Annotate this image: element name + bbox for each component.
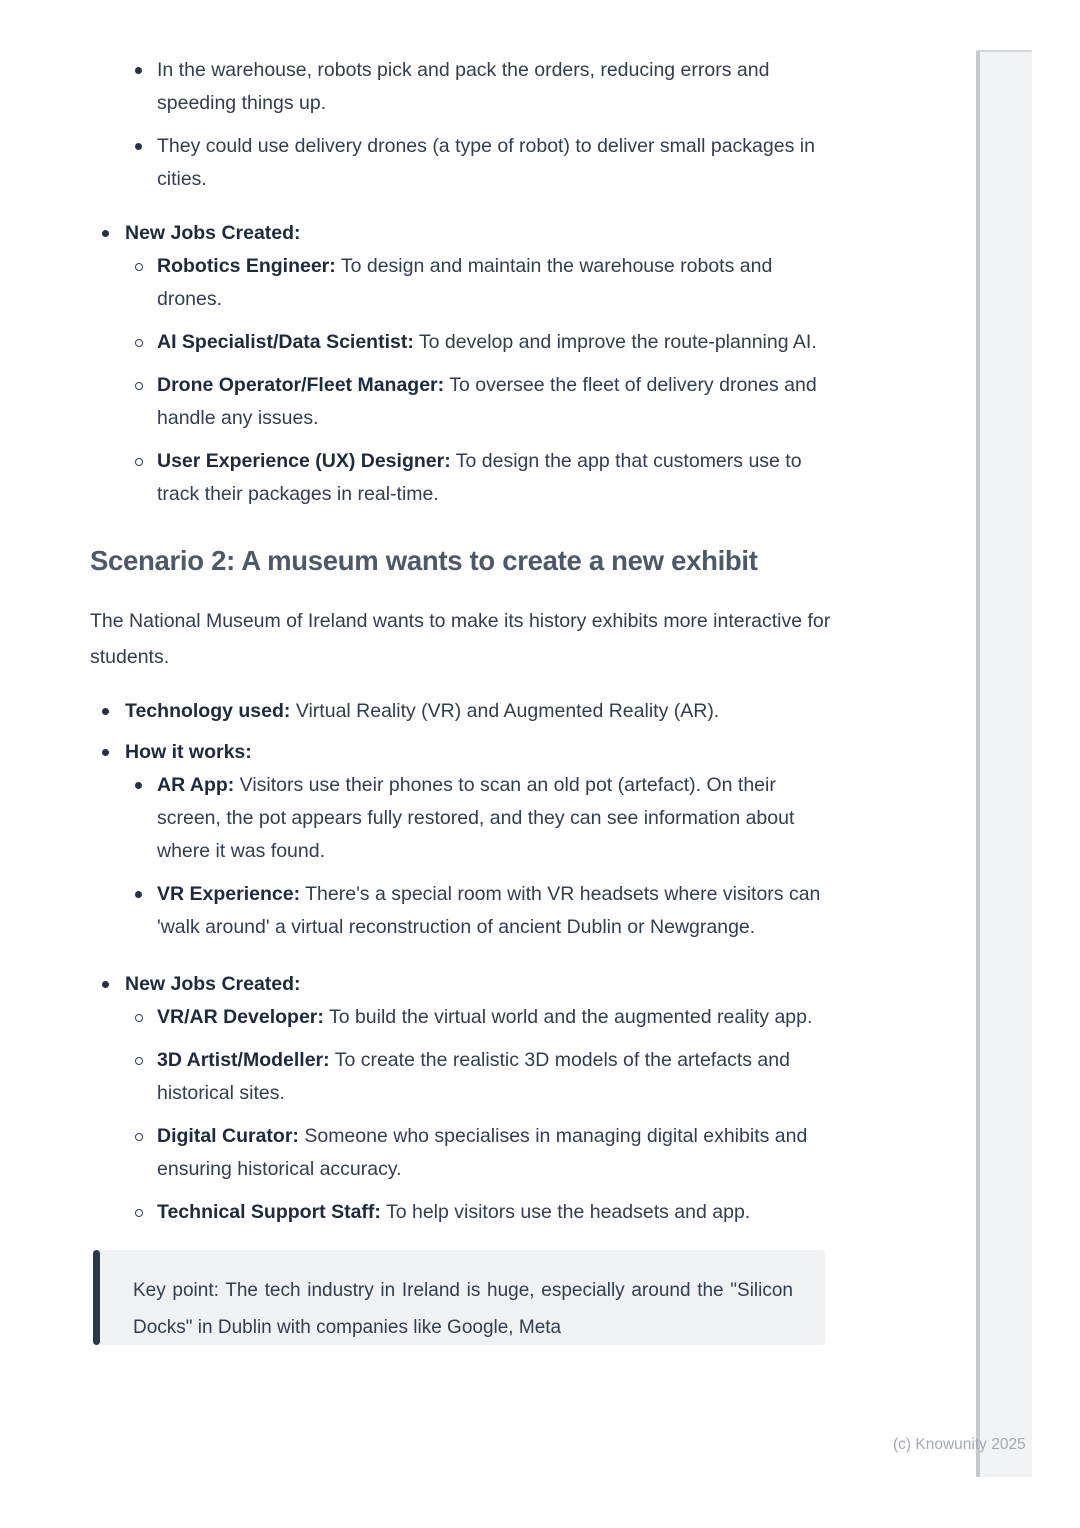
list-item [90,130,835,196]
job-description: Someone who specialises in managing digital exhibits and ensuring historical accuracy. [157,1125,808,1180]
circle-bullet-icon [135,263,143,271]
disc-bullet-icon [102,981,109,988]
job-title: 3D Artist/Modeller: [157,1049,330,1071]
job-title: Robotics Engineer: [157,255,336,277]
disc-bullet-icon [102,230,109,237]
list-item [90,250,835,316]
how-it-works-label: How it works: [125,741,252,763]
circle-bullet-icon [135,1209,143,1217]
circle-bullet-icon [135,382,143,390]
section-label: New Jobs Created: [125,222,301,244]
job-title: Technical Support Staff: [157,1201,381,1223]
disc-bullet-icon [135,782,142,789]
list-item [90,736,835,944]
document-content [90,54,835,1345]
list-item [90,445,835,511]
callout-text: Key point: The tech industry in Ireland is huge, especially around the "Silicon Docks" in Dublin with companies like Google, Meta [100,1250,825,1345]
circle-bullet-icon [135,458,143,466]
item-title: AR App: [157,774,235,796]
job-description: To help visitors use the headsets and app. [380,1201,751,1223]
jobs-section-1 [90,217,835,511]
list-item [90,1001,835,1034]
scenario-2-heading: Scenario 2: A museum wants to create a new exhibit [90,545,758,576]
circle-bullet-icon [135,1014,143,1022]
technology-text: Virtual Reality (VR) and Augmented Reality (AR). [290,700,720,722]
circle-bullet-icon [135,1057,143,1065]
job-title: Digital Curator: [157,1125,299,1147]
list-item-text: They could use delivery drones (a type of robot) to deliver small packages in cities. [157,135,815,190]
disc-bullet-icon [135,891,142,898]
circle-bullet-icon [135,339,143,347]
disc-bullet-icon [135,67,142,74]
item-description: There's a special room with VR headsets where visitors can 'walk around' a virtual reconstruction of ancient Dublin or Newgrange. [157,883,821,938]
list-item [90,217,835,511]
disc-bullet-icon [135,143,142,150]
job-title: AI Specialist/Data Scientist: [157,331,414,353]
circle-bullet-icon [135,1133,143,1141]
list-item [90,1196,835,1229]
list-item [90,1044,835,1110]
intro-bullet-list [90,54,835,196]
jobs-sublist [90,250,835,511]
job-title: Drone Operator/Fleet Manager: [157,374,445,396]
job-description: To oversee the fleet of delivery drones and handle any issues. [157,374,817,429]
list-item [90,326,835,359]
technology-label: Technology used: [125,700,291,722]
job-description: To build the virtual world and the augmented reality app. [323,1006,813,1028]
key-point-callout [93,1250,825,1345]
list-item [90,1120,835,1186]
item-title: VR Experience: [157,883,301,905]
job-title: User Experience (UX) Designer: [157,450,451,472]
list-item [90,54,835,120]
job-description: To design the app that customers use to track their packages in real-time. [157,450,802,505]
watermark-text: (c) Knowunity 2025 [893,1436,1026,1453]
list-item [90,695,835,728]
disc-bullet-icon [102,749,109,756]
scrollbar-track[interactable] [976,50,1032,1477]
jobs-sublist [90,1001,835,1229]
list-item-text: In the warehouse, robots pick and pack the orders, reducing errors and speeding things up. [157,59,770,114]
section-label: New Jobs Created: [125,973,301,995]
job-description: To design and maintain the warehouse robots and drones. [157,255,773,310]
job-title: VR/AR Developer: [157,1006,324,1028]
list-item [90,878,835,944]
list-item [90,769,835,868]
disc-bullet-icon [102,708,109,715]
callout-accent-bar [93,1250,100,1345]
list-item [90,369,835,435]
list-item [90,968,835,1229]
job-description: To develop and improve the route-planning AI. [413,331,817,353]
scenario-2-list [90,695,835,1229]
job-description: To create the realistic 3D models of the artefacts and historical sites. [157,1049,790,1104]
how-it-works-sublist [90,769,835,944]
item-description: Visitors use their phones to scan an old pot (artefact). On their screen, the pot appears fully restored, and they can see information about where it was found. [157,774,795,862]
scenario-2-intro: The National Museum of Ireland wants to make its history exhibits more interactive for students. [90,610,831,668]
